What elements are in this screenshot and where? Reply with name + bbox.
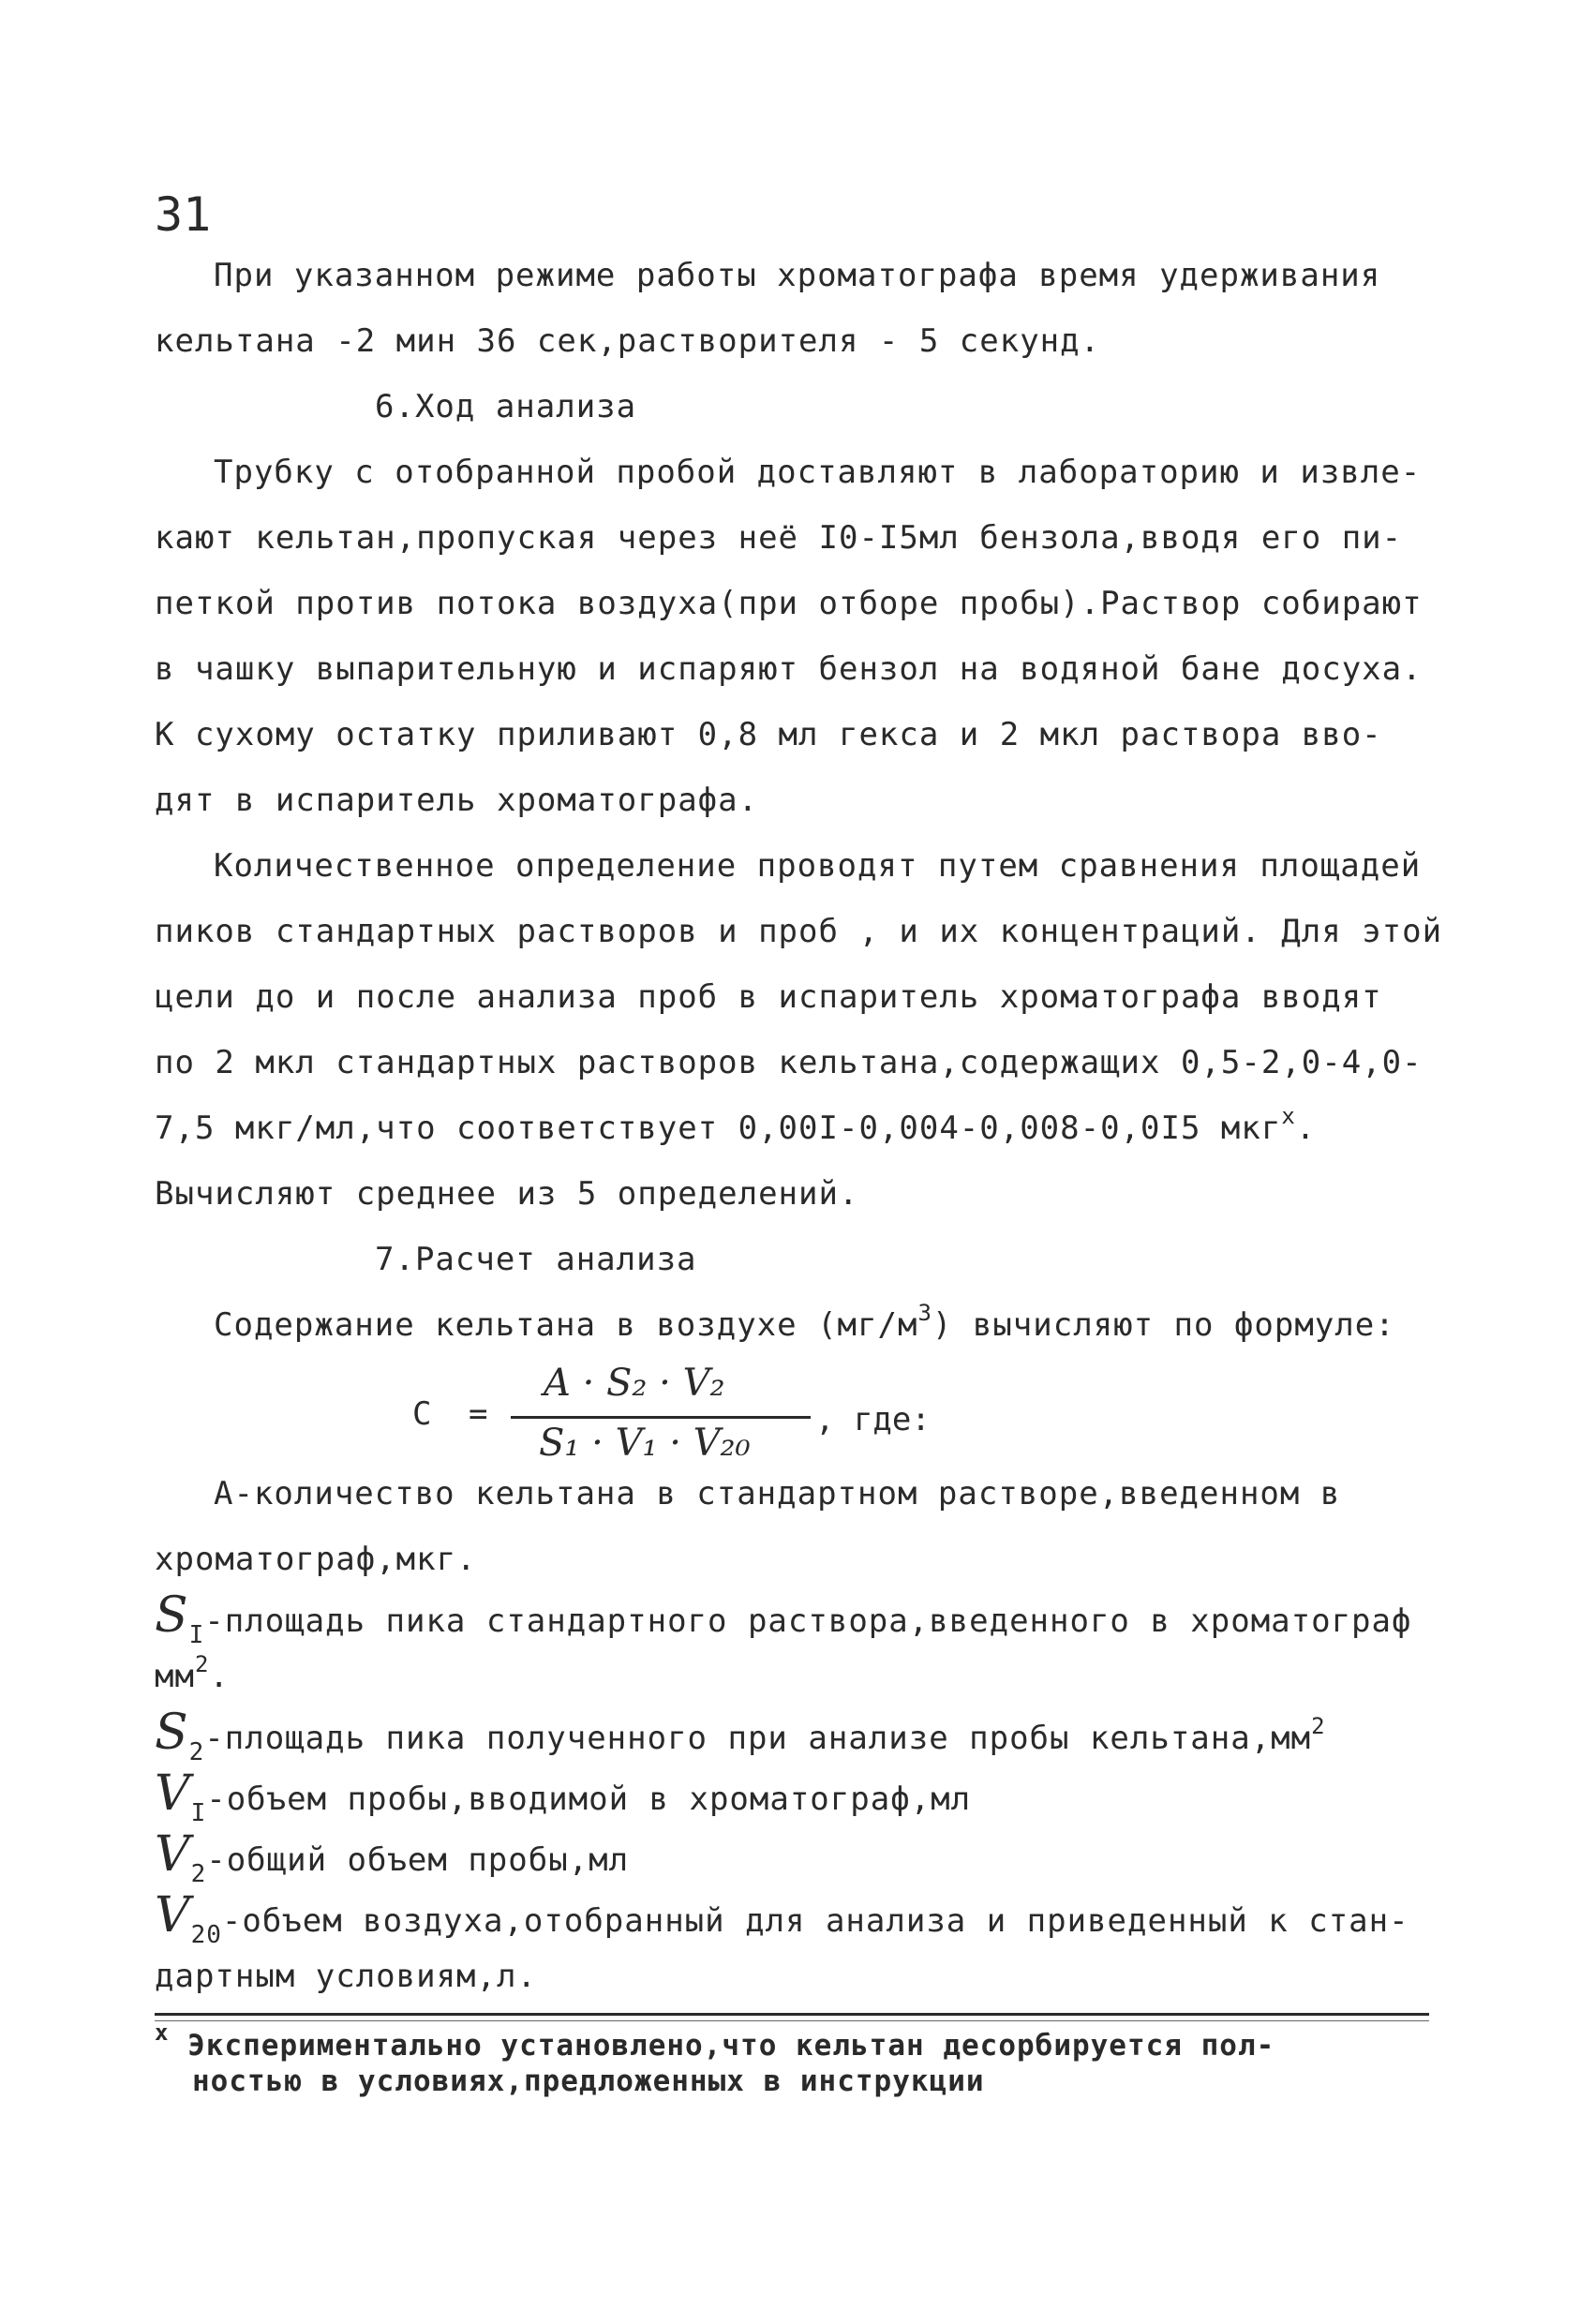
definition-v20: [155, 1887, 1409, 1949]
symbol-v2-index: 2: [190, 1860, 207, 1888]
definition-v2-text: -общий объем пробы,мл: [206, 1841, 630, 1879]
unit-exponent: 3: [917, 1300, 932, 1326]
formula-fraction-bar: [511, 1416, 811, 1419]
section-6-line-6: дят в испаритель хроматографа.: [155, 782, 759, 819]
symbol-v1: V: [155, 1765, 191, 1822]
content-intro-text: Содержание кельтана в воздухе (мг/м: [214, 1306, 918, 1344]
formula-where: , где:: [815, 1401, 931, 1438]
definition-a-line-2: хроматограф,мкг.: [155, 1541, 477, 1578]
definition-s2: [155, 1705, 1326, 1766]
symbol-v20-index: 20: [190, 1921, 222, 1949]
definition-v2: [155, 1826, 630, 1888]
concentration-formula: [412, 1363, 1068, 1476]
symbol-v1-index: I: [190, 1799, 207, 1827]
quant-line-4: по 2 мкл стандартных растворов кельтана,содержащих 0,5-2,0-4,0-: [155, 1044, 1423, 1081]
footnote-line-2: ностью в условиях,предложенных в инструкции: [192, 2064, 985, 2098]
quant-line-3: цели до и после анализа проб в испаритель хроматографа вводят: [155, 978, 1382, 1016]
formula-equals: =: [469, 1395, 488, 1433]
definition-v1: [155, 1765, 972, 1827]
definition-s1-text: -площадь пика стандартного раствора,введенного в хроматограф: [204, 1602, 1412, 1640]
definition-s1-cont: [155, 1651, 230, 1702]
footnote-text-1: Экспериментально установлено,что кельтан десорбируется пол-: [187, 2029, 1275, 2063]
symbol-v2: V: [155, 1826, 191, 1883]
definition-s2-text: -площадь пика полученного при анализе пробы кельтана,мм: [204, 1720, 1312, 1757]
definition-v20-text: -объем воздуха,отобранный для анализа и приведенный к стан-: [221, 1902, 1409, 1940]
quant-line-2: пиков стандартных растворов и проб , и их концентраций. Для этой: [155, 913, 1443, 950]
quant-line-1: Количественное определение проводят путем сравнения площадей: [214, 847, 1422, 885]
symbol-s2-index: 2: [188, 1738, 205, 1766]
symbol-s1: S: [155, 1587, 189, 1644]
symbol-s1-index: I: [188, 1621, 205, 1649]
definition-s2-unit-exponent: 2: [1311, 1713, 1326, 1739]
definition-s1-unit-exponent: 2: [194, 1651, 210, 1677]
symbol-v20: V: [155, 1887, 191, 1944]
symbol-s2: S: [155, 1705, 189, 1761]
section-6-line-2: кают кельтан,пропуская через неё I0-I5мл бензола,вводя его пи-: [155, 519, 1403, 557]
footnote-reference: x: [1281, 1103, 1296, 1129]
formula-lhs: C: [412, 1395, 432, 1433]
intro-line-2: кельтана -2 мин 36 сек,растворителя - 5 секунд.: [155, 322, 1101, 360]
footnote-divider-thin: [155, 2020, 1429, 2021]
definition-v1-text: -объем пробы,вводимой в хроматограф,мл: [206, 1780, 972, 1818]
content-intro-end: ) вычисляют по формуле:: [932, 1306, 1395, 1344]
section-6-heading: 6.Ход анализа: [375, 388, 637, 425]
section-6-line-1: Трубку с отобранной пробой доставляют в лабораторию и извле-: [214, 454, 1422, 491]
formula-numerator: A · S₂ · V₂: [544, 1362, 725, 1405]
section-6-line-3: петкой против потока воздуха(при отборе пробы).Раствор собирают: [155, 585, 1423, 622]
intro-line-1: При указанном режиме работы хроматографа время удерживания: [214, 257, 1381, 294]
footnote-mark: x: [155, 2019, 170, 2046]
definition-v20-cont: дартным условиям,л.: [155, 1958, 537, 1995]
footnote-line-1: [155, 2019, 1275, 2064]
definition-a-line-1: А-количество кельтана в стандартном растворе,введенном в: [214, 1475, 1341, 1512]
quant-line-5-text: 7,5 мкг/мл,что соответствует 0,00I-0,004-0,008-0,0I5 мкг: [155, 1110, 1282, 1147]
quant-line-5: [155, 1103, 1317, 1154]
definition-s1: [155, 1587, 1412, 1649]
definition-s1-end: .: [209, 1658, 230, 1695]
footnote-divider: [155, 2013, 1429, 2016]
quant-line-5-end: .: [1295, 1110, 1317, 1147]
page-number: 31: [155, 187, 212, 242]
section-7-heading: 7.Расчет анализа: [375, 1241, 697, 1278]
section-6-line-5: К сухому остатку приливают 0,8 мл гекса и 2 мкл раствора вво-: [155, 716, 1382, 753]
definition-s1-unit: мм: [155, 1658, 195, 1695]
quant-line-6: Вычисляют среднее из 5 определений.: [155, 1175, 859, 1213]
formula-denominator: S₁ · V₁ · V₂₀: [539, 1422, 751, 1465]
content-formula-intro: [214, 1300, 1395, 1350]
section-6-line-4: в чашку выпарительную и испаряют бензол на водяной бане досуха.: [155, 650, 1423, 688]
